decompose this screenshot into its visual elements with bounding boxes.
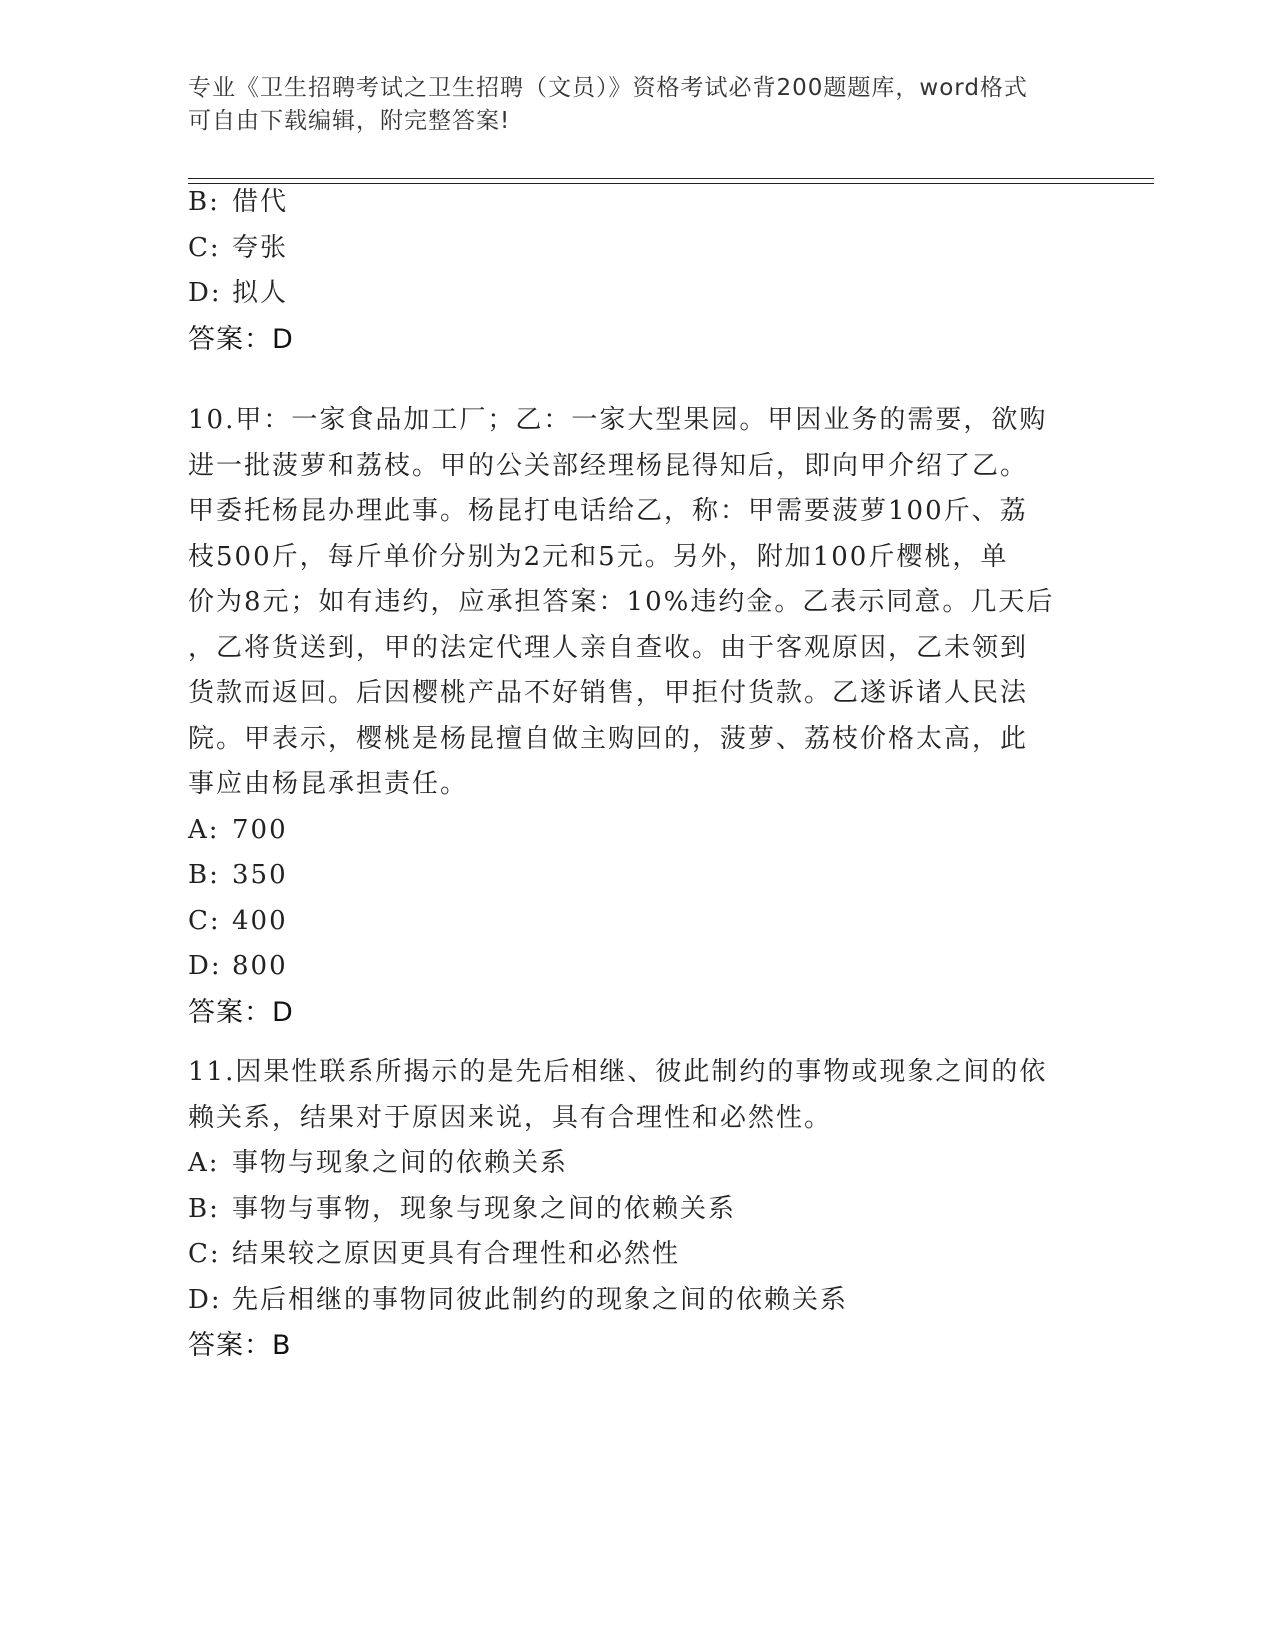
- stem-line: 货款而返回。后因樱桃产品不好销售，甲拒付货款。乙遂诉诸人民法: [188, 678, 1029, 708]
- option-b: B: 借代: [188, 187, 289, 217]
- option-b: B: 350: [188, 860, 288, 890]
- stem-line: 院。甲表示，樱桃是杨昆擅自做主购回的，菠萝、荔枝价格太高，此: [188, 723, 1029, 754]
- stem-line: 枝500斤，每斤单价分别为2元和5元。另外，附加100斤樱桃，单: [188, 541, 1009, 572]
- answer: 答案：D: [188, 996, 294, 1028]
- stem-line: 进一批菠萝和荔枝。甲的公关部经理杨昆得知后，即向甲介绍了乙。: [188, 450, 1029, 481]
- question-11: [188, 1050, 1047, 1369]
- document-header: [188, 72, 1088, 138]
- option-b: B: 事物与事物，现象与现象之间的依赖关系: [188, 1193, 737, 1224]
- option-a: A: 700: [188, 814, 288, 845]
- header-line-1: 专业《卫生招聘考试之卫生招聘（文员）》资格考试必背200题题库，word格式: [188, 75, 1028, 101]
- option-a: A: 事物与现象之间的依赖关系: [188, 1148, 569, 1178]
- answer: 答案：B: [188, 1330, 292, 1361]
- question-10: [188, 398, 1054, 1035]
- answer: 答案：D: [188, 323, 294, 355]
- option-c: C: 400: [188, 905, 288, 936]
- stem-line: 甲委托杨昆办理此事。杨昆打电话给乙，称：甲需要菠萝100斤、荔: [188, 496, 1028, 526]
- option-d: D: 拟人: [188, 278, 289, 308]
- header-divider: [188, 178, 1154, 184]
- stem-line: ，乙将货送到，甲的法定代理人亲自查收。由于客观原因，乙未领到: [188, 632, 1029, 663]
- option-d: D: 800: [188, 951, 288, 981]
- option-d: D: 先后相继的事物同彼此制约的现象之间的依赖关系: [188, 1284, 849, 1315]
- stem-line: 事应由杨昆承担责任。: [188, 769, 469, 799]
- stem-line: 价为8元；如有违约，应承担答案：10%违约金。乙表示同意。几天后: [188, 587, 1055, 617]
- option-c: C: 夸张: [188, 232, 289, 263]
- stem-line: 11.因果性联系所揭示的是先后相继、彼此制约的事物或现象之间的依: [188, 1057, 1048, 1087]
- header-line-2: 可自由下载编辑，附完整答案!: [188, 108, 511, 134]
- option-c: C: 结果较之原因更具有合理性和必然性: [188, 1239, 681, 1269]
- stem-line: 10.甲：一家食品加工厂；乙：一家大型果园。甲因业务的需要，欲购: [188, 405, 1048, 435]
- question-9: [188, 180, 294, 362]
- stem-line: 赖关系，结果对于原因来说，具有合理性和必然性。: [188, 1102, 833, 1133]
